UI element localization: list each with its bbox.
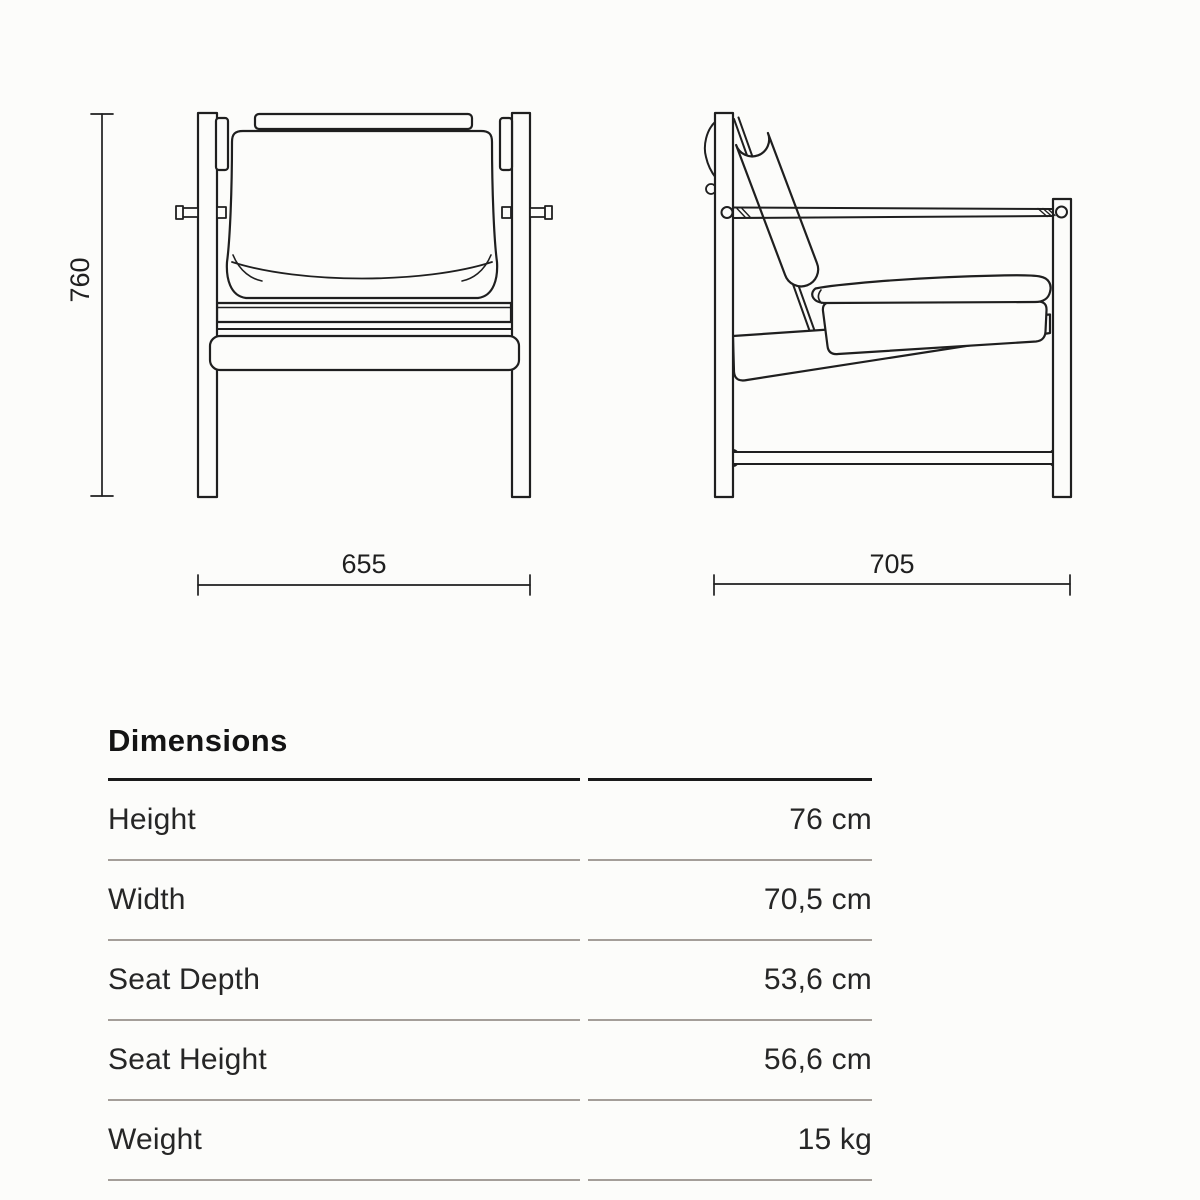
back-frame-left [216,118,228,170]
spec-label: Seat Depth [108,941,580,1021]
spec-value: 76 cm [588,781,872,861]
spec-row [108,781,872,861]
side-seat-cushion [812,275,1050,303]
spec-row [108,1021,872,1101]
front-right-leg [512,113,530,497]
dimensions-table [100,716,880,1181]
front-apron [210,336,519,370]
back-frame-right [500,118,512,170]
depth-dimension-label: 705 [869,549,915,579]
spec-value: 15 kg [588,1101,872,1181]
seat-board [823,302,1047,355]
dimensions-title: Dimensions [108,716,580,781]
spec-label: Seat Height [108,1021,580,1101]
bottom-stretcher [728,450,1060,466]
side-front-post [1053,199,1071,497]
spec-row [108,1101,872,1181]
side-rear-post [715,113,733,497]
spec-row [108,941,872,1021]
height-dimension-label: 760 [65,257,95,303]
side-view-drawing [705,113,1071,595]
width-dimension-label: 655 [341,549,387,579]
side-back-cushion [736,133,818,286]
dimensions-section [100,716,880,1181]
front-left-leg [198,113,217,497]
dimensions-title-spacer [588,716,872,781]
spec-value: 53,6 cm [588,941,872,1021]
spec-label: Height [108,781,580,861]
spec-label: Width [108,861,580,941]
dimensions-header-row [108,716,872,781]
spec-row [108,861,872,941]
back-cushion [227,131,497,298]
spec-value: 56,6 cm [588,1021,872,1101]
spec-value: 70,5 cm [588,861,872,941]
seat-platform [213,303,517,329]
spec-label: Weight [108,1101,580,1181]
front-view-drawing [65,113,552,595]
backrest-top-rail [255,114,472,129]
height-dimension-line [91,114,113,496]
